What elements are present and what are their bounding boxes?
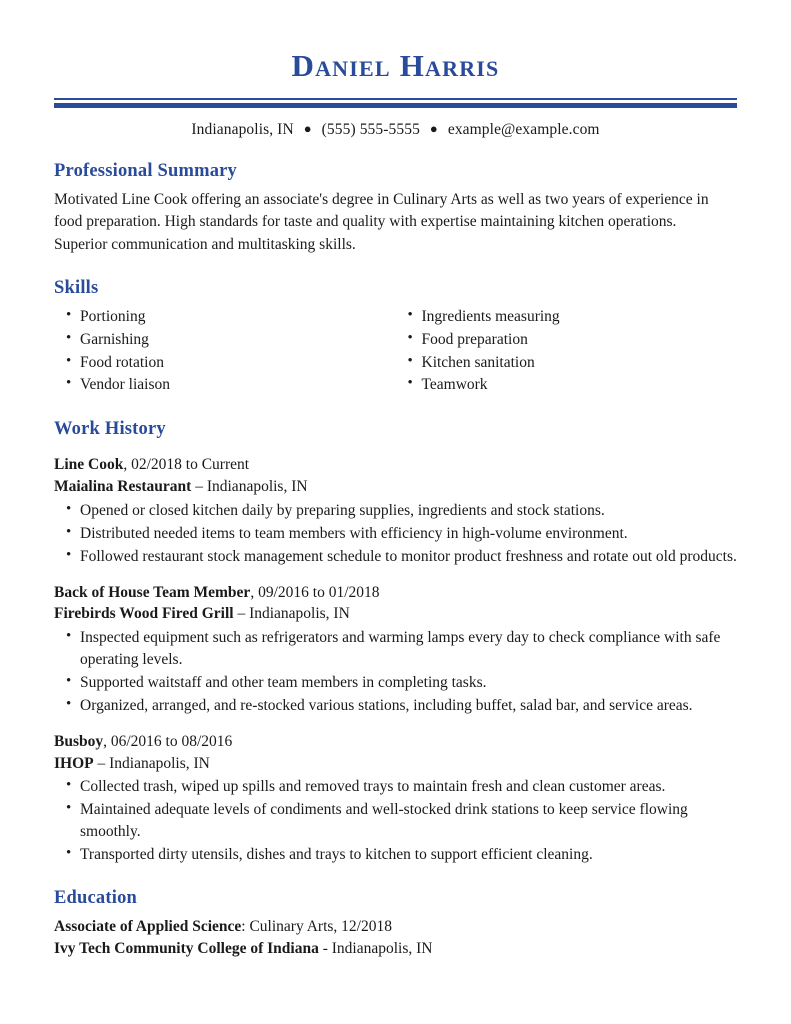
list-item: • Supported waitstaff and other team members in completing tasks. xyxy=(54,672,737,694)
job-title: Busboy xyxy=(54,733,104,751)
bullet-separator-icon: ● xyxy=(303,120,312,136)
job-location: – Indianapolis, IN xyxy=(191,477,308,495)
job-employer: Firebirds Wood Fired Grill xyxy=(54,605,234,623)
job-dates: , 02/2018 to Current xyxy=(123,456,250,474)
job-employer-line xyxy=(54,603,737,625)
list-item: • Vendor liaison xyxy=(54,374,396,396)
contact-location: Indianapolis, IN xyxy=(191,120,294,138)
list-item: • Collected trash, wiped up spills and removed trays to maintain fresh and clean customer areas. xyxy=(54,776,737,798)
candidate-name: Daniel Harris xyxy=(291,48,500,83)
list-item: • Organized, arranged, and re-stocked various stations, including buffet, salad bar, and service areas. xyxy=(54,695,737,717)
section-professional-summary xyxy=(54,161,737,256)
job-dates: , 06/2016 to 08/2016 xyxy=(103,733,233,751)
contact-line xyxy=(54,121,737,139)
list-item: • Portioning xyxy=(54,306,396,328)
section-skills xyxy=(54,278,737,397)
divider-line-thick xyxy=(54,103,737,108)
job-location: – Indianapolis, IN xyxy=(93,754,210,772)
contact-email: example@example.com xyxy=(447,120,600,138)
list-item: • Opened or closed kitchen daily by preparing supplies, ingredients and stock stations. xyxy=(54,500,737,522)
job-employer: Maialina Restaurant xyxy=(54,477,192,495)
job-employer-line xyxy=(54,753,737,775)
job-title: Back of House Team Member xyxy=(54,583,251,601)
list-item: • Maintained adequate levels of condiments and well-stocked drink stations to keep service flowing smoothly. xyxy=(54,799,737,843)
list-item: • Garnishing xyxy=(54,329,396,351)
list-item: • Inspected equipment such as refrigerators and warming lamps every day to check compliance with safe operating levels. xyxy=(54,627,737,671)
skills-column-left xyxy=(54,306,396,397)
summary-text: Motivated Line Cook offering an associate's degree in Culinary Arts as well as two years of experience in food preparation. High standards for taste and quality with expertise maintaining kitchen operations. Superior communication and multitasking skills. xyxy=(54,190,709,253)
list-item: • Kitchen sanitation xyxy=(396,352,738,374)
job-dates: , 09/2016 to 01/2018 xyxy=(250,583,380,601)
list-item: • Teamwork xyxy=(396,374,738,396)
job-employer: IHOP xyxy=(54,754,94,772)
list-item: • Ingredients measuring xyxy=(396,306,738,328)
job-employer-line xyxy=(54,476,737,498)
job-title-line xyxy=(54,454,737,476)
job-entry xyxy=(54,454,737,567)
job-bullets xyxy=(54,776,737,866)
section-education xyxy=(54,888,737,960)
section-title-work-history: Work History xyxy=(54,419,166,440)
header-divider xyxy=(54,98,737,108)
education-degree-detail: : Culinary Arts, 12/2018 xyxy=(241,918,392,936)
list-item: • Distributed needed items to team members with efficiency in high-volume environment. xyxy=(54,523,737,545)
skills-list-right xyxy=(396,306,738,397)
section-title-summary: Professional Summary xyxy=(54,160,238,181)
job-bullets xyxy=(54,500,737,568)
job-location: – Indianapolis, IN xyxy=(233,605,350,623)
job-title: Line Cook xyxy=(54,456,124,474)
job-title-line xyxy=(54,731,737,753)
job-entry xyxy=(54,731,737,866)
list-item: • Food rotation xyxy=(54,352,396,374)
education-degree: Associate of Applied Science xyxy=(54,918,242,936)
section-title-education: Education xyxy=(54,888,138,909)
contact-phone: (555) 555-5555 xyxy=(321,120,420,138)
education-school-detail: - Indianapolis, IN xyxy=(318,940,433,958)
job-title-line xyxy=(54,582,737,604)
job-entry xyxy=(54,582,737,717)
section-work-history xyxy=(54,419,737,866)
education-school-line xyxy=(54,938,737,960)
section-title-skills: Skills xyxy=(54,278,99,299)
list-item: • Followed restaurant stock management schedule to monitor product freshness and rotate out old products. xyxy=(54,546,737,568)
job-bullets xyxy=(54,627,737,717)
bullet-separator-icon: ● xyxy=(429,120,438,136)
education-school: Ivy Tech Community College of Indiana xyxy=(54,940,319,958)
skills-column-right xyxy=(396,306,738,397)
skills-columns xyxy=(54,306,737,397)
education-degree-line xyxy=(54,916,737,938)
skills-list-left xyxy=(54,306,396,397)
list-item: • Transported dirty utensils, dishes and trays to kitchen to support efficient cleaning. xyxy=(54,844,737,866)
list-item: • Food preparation xyxy=(396,329,738,351)
